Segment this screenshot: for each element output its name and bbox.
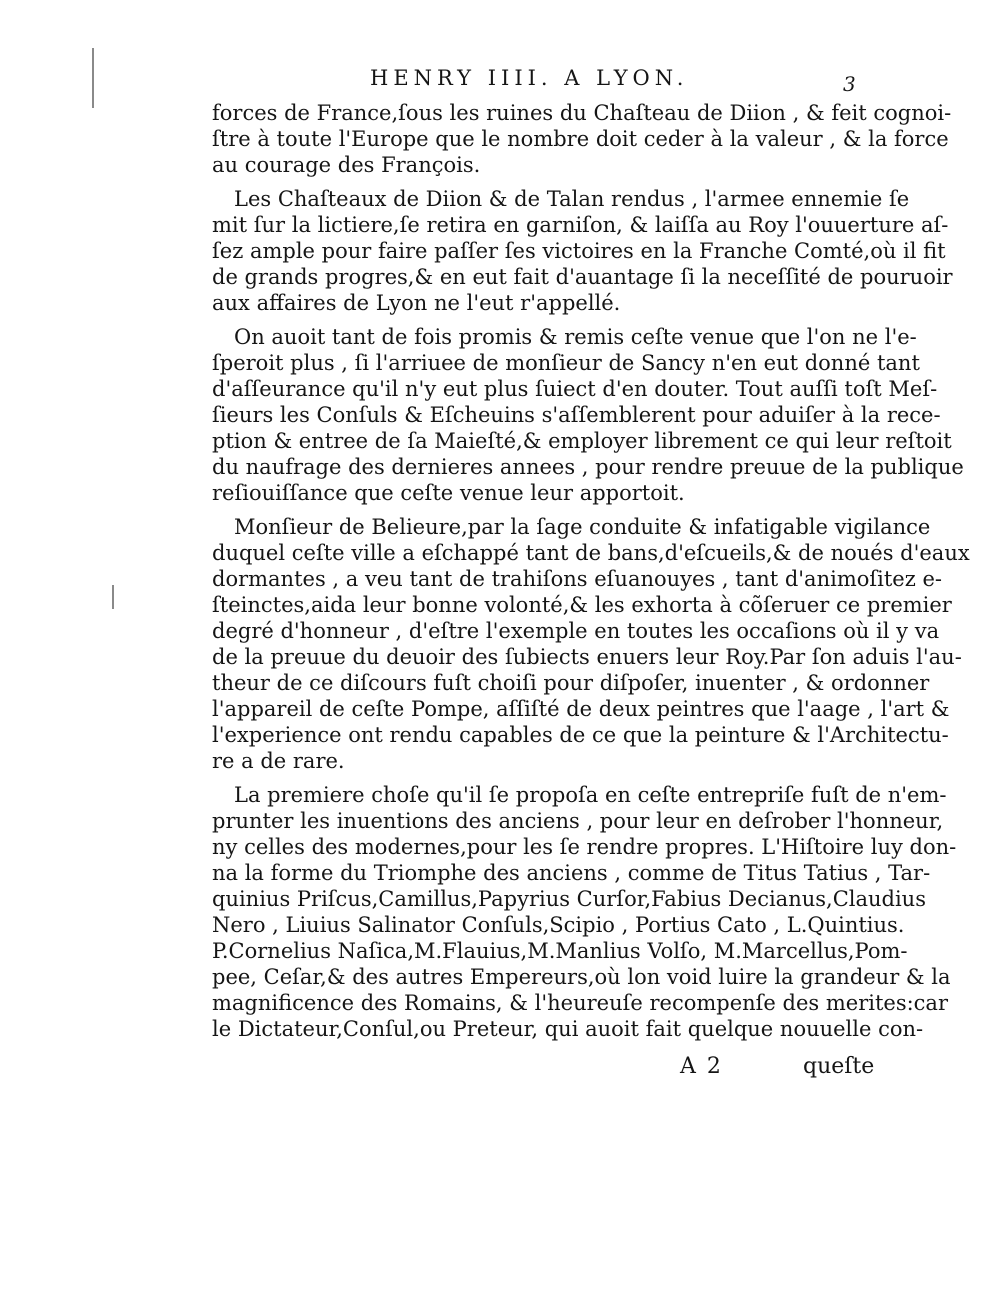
text-line: magnificence des Romains, & l'heureuſe recompenſe des merites:car xyxy=(212,991,948,1015)
text-line: ſperoit plus , ſi l'arriuee de monſieur de Sancy n'en eut donné tant xyxy=(212,351,920,375)
text-line: ſieurs les Conſuls & Eſcheuins s'aſſemblerent pour aduiſer à la rece- xyxy=(212,403,941,427)
text-line: mit ſur la lictiere,ſe retira en garniſon, & laiſſa au Roy l'ouuerture aſ- xyxy=(212,213,949,237)
catchword: queſte xyxy=(803,1054,875,1079)
text-line: de grands progres,& en eut fait d'auantage ſi la neceſſité de pouruoir xyxy=(212,265,953,289)
signature-mark: A 2 xyxy=(680,1054,723,1079)
text-line: aux affaires de Lyon ne l'eut r'appellé. xyxy=(212,291,621,315)
text-line: ſtre à toute l'Europe que le nombre doit ceder à la valeur , & la force xyxy=(212,127,949,151)
text-line: au courage des François. xyxy=(212,153,481,177)
text-line: l'appareil de ceſte Pompe, aſſiſté de deux peintres que l'aage , l'art & xyxy=(212,697,950,721)
text-line: dormantes , a veu tant de trahiſons eſuanouyes , tant d'animoſitez e- xyxy=(212,567,942,591)
text-line: ſez ample pour faire paſſer ſes victoires en la Franche Comté,où il fit xyxy=(212,239,946,263)
text-line: prunter les inuentions des anciens , pour leur en deſrober l'honneur, xyxy=(212,809,944,833)
text-line: pee, Ceſar,& des autres Empereurs,où lon void luire la grandeur & la xyxy=(212,965,951,989)
text-line: le Dictateur,Conſul,ou Preteur, qui auoit fait quelque nouuelle con- xyxy=(212,1017,924,1041)
page-number: 3 xyxy=(843,72,856,96)
text-line: d'aſſeurance qu'il n'y eut plus ſuiect d'en douter. Tout auſſi toſt Meſ- xyxy=(212,377,938,401)
text-line: de la preuue du deuoir des ſubiects enuers leur Roy.Par ſon aduis l'au- xyxy=(212,645,962,669)
text-line: La premiere choſe qu'il ſe propoſa en ceſte entrepriſe fuſt de n'em- xyxy=(234,783,947,807)
text-line: ny celles des modernes,pour les ſe rendre propres. L'Hiſtoire luy don- xyxy=(212,835,957,859)
text-line: degré d'honneur , d'eſtre l'exemple en toutes les occaſions où il y va xyxy=(212,619,940,643)
body-text xyxy=(212,100,970,1042)
margin-mark-top xyxy=(92,48,94,108)
text-line: du naufrage des dernieres annees , pour rendre preuue de la publique xyxy=(212,455,964,479)
text-line: Les Chaſteaux de Diion & de Talan rendus , l'armee ennemie ſe xyxy=(234,187,910,211)
text-line: Nero , Liuius Salinator Conſuls,Scipio , Portius Cato , L.Quintius. xyxy=(212,913,905,937)
margin-mark-middle xyxy=(112,585,114,609)
text-line: na la forme du Triomphe des anciens , comme de Titus Tatius , Tar- xyxy=(212,861,931,885)
text-line: forces de France,ſous les ruines du Chaſteau de Diion , & feit cognoi- xyxy=(212,101,952,125)
running-title: HENRY IIII. A LYON. xyxy=(370,66,689,90)
text-line: l'experience ont rendu capables de ce que la peinture & l'Architectu- xyxy=(212,723,949,747)
text-line: re a de rare. xyxy=(212,749,345,773)
text-line: ſteinctes,aida leur bonne volonté,& les exhorta à cõſeruer ce premier xyxy=(212,593,952,617)
text-line: reſiouiſſance que ceſte venue leur apportoit. xyxy=(212,481,685,505)
text-line: quinius Priſcus,Camillus,Papyrius Curſor,Fabius Decianus,Claudius xyxy=(212,887,926,911)
text-line: Monſieur de Belieure,par la ſage conduite & infatigable vigilance xyxy=(234,515,931,539)
text-line: ption & entree de ſa Maieſté,& employer librement ce qui leur reſtoit xyxy=(212,429,952,453)
text-line: theur de ce diſcours fuſt choiſi pour diſpoſer, inuenter , & ordonner xyxy=(212,671,930,695)
text-line: P.Cornelius Naſica,M.Flauius,M.Manlius Volſo, M.Marcellus,Pom- xyxy=(212,939,908,963)
text-line: On auoit tant de fois promis & remis ceſte venue que l'on ne l'e- xyxy=(234,325,917,349)
text-line: duquel ceſte ville a eſchappé tant de bans,d'eſcueils,& de noués d'eaux xyxy=(212,541,970,565)
